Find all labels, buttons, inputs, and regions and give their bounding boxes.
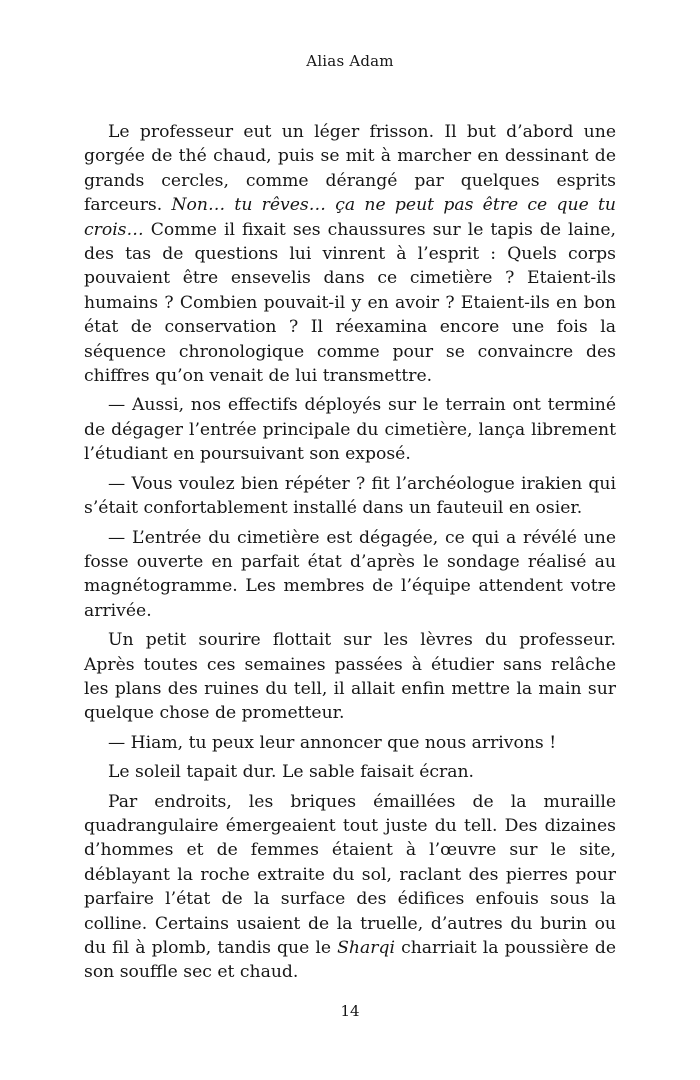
paragraph-4: — L’entrée du cimetière est dégagée, ce qui a révélé une fosse ouverte en parfait état d’après le sondage réalisé au magnétogramme. Les membres de l’équipe attendent votre arrivée. [84, 527, 616, 621]
paragraph-8: Par endroits, les briques émaillées de la muraille quadrangulaire émergeaient tout juste du tell. Des dizaines d’hommes et de femmes étaient à l’œuvre sur le site, déblayant la roche extraite du sol, raclant des pierres pour parfaire l’état de la surface des édifices enfouis sous la colline. Certains usaient de la truelle, d’autres du burin ou du fil à plomb, tandis que le Sharqi charriait la poussière de son souffle sec et chaud. [84, 791, 616, 983]
page-number: 14 [340, 1002, 360, 1020]
paragraph-2: — Aussi, nos effectifs déployés sur le terrain ont terminé de dégager l’entrée principale du cimetière, lança librement l’étudiant en poursuivant son exposé. [84, 395, 616, 465]
paragraph-1: Le professeur eut un léger frisson. Il but d’abord une gorgée de thé chaud, puis se mit à marcher en dessinant de grands cercles, comme dérangé par quelques esprits farceurs. Non… tu rêves… ça ne peut pas être ce que tu crois… Comme il fixait ses chaussures sur le tapis de laine, des tas de questions lui vinrent à l’esprit : Quels corps pouvaient être ensevelis dans ce cimetière ? Etaient-ils humains ? Combien pouvait-il y en avoir ? Etaient-ils en bon état de conservation ? Il réexamina encore une fois la séquence chronologique comme pour se convaincre des chiffres qu’on venait de lui transmettre. [84, 122, 617, 387]
paragraph-5: Un petit sourire flottait sur les lèvres du professeur. Après toutes ces semaines passées à étudier sans relâche les plans des ruines du tell, il allait enfin mettre la main sur quelque chose de prometteur. [84, 630, 616, 724]
paragraph-3: — Vous voulez bien répéter ? fit l’archéologue irakien qui s’était confortablement installé dans un fauteuil en osier. [84, 473, 616, 519]
italic-wind-name: Sharqi [337, 938, 395, 958]
running-title: Alias Adam [306, 52, 394, 70]
italic-thought: Non… tu rêves… ça ne peut pas être ce que tu crois… [84, 195, 617, 240]
paragraph-7: Le soleil tapait dur. Le sable faisait écran. [108, 762, 475, 783]
body-text [84, 120, 616, 985]
paragraph-6: — Hiam, tu peux leur annoncer que nous arrivons ! [108, 732, 557, 753]
